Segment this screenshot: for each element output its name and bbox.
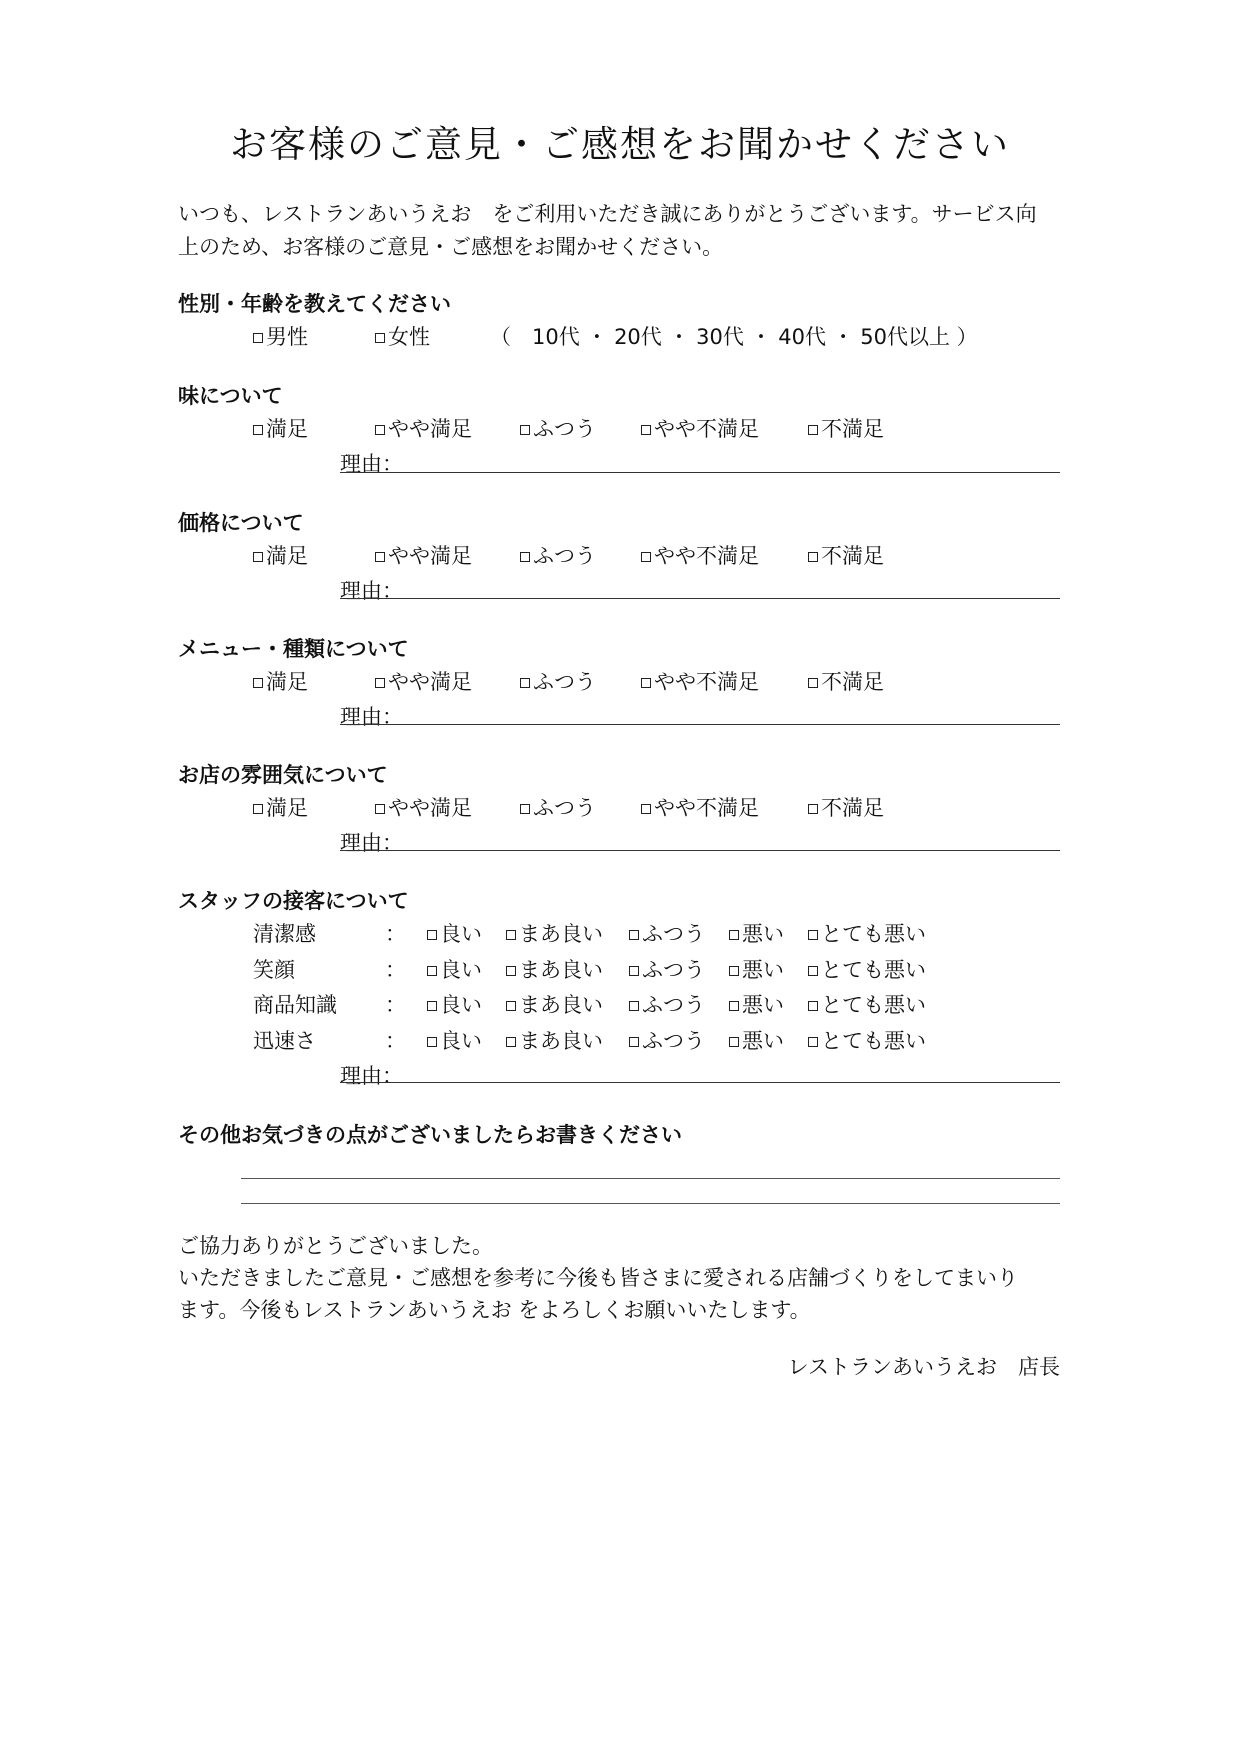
option-dissatisfied[interactable]	[808, 540, 884, 570]
option-satisfied[interactable]	[253, 792, 308, 822]
checkbox-square[interactable]	[506, 1037, 516, 1047]
option-somewhat-dissatisfied[interactable]	[641, 792, 759, 822]
option-label: まあ良い	[519, 922, 603, 946]
option-label: 良い	[440, 922, 482, 946]
checkbox-square[interactable]	[629, 1001, 639, 1011]
option-bad[interactable]	[729, 918, 784, 948]
checkbox-female[interactable]	[375, 321, 430, 351]
criterion-colon: ：	[385, 958, 406, 982]
option-somewhat-dissatisfied[interactable]	[641, 413, 759, 443]
checkbox-square[interactable]	[808, 1037, 818, 1047]
checkbox-square[interactable]	[641, 804, 651, 814]
option-good[interactable]	[427, 989, 482, 1019]
option-label: まあ良い	[519, 993, 603, 1017]
option-label: やや満足	[388, 417, 472, 441]
checkbox-square[interactable]	[375, 678, 385, 688]
option-somewhat-dissatisfied[interactable]	[641, 666, 759, 696]
comment-input-line-1[interactable]	[241, 1178, 1060, 1179]
option-good[interactable]	[427, 954, 482, 984]
section-heading-atmosphere: お店の雰囲気について	[178, 763, 388, 787]
option-label: 良い	[440, 993, 482, 1017]
option-label: やや満足	[388, 796, 472, 820]
option-label: 悪い	[742, 922, 784, 946]
closing-line-3: ます。今後もレストランあいうえお をよろしくお願いいたします。	[178, 1298, 811, 1322]
option-label: ふつう	[533, 544, 596, 568]
checkbox-square[interactable]	[520, 552, 530, 562]
option-satisfied[interactable]	[253, 540, 308, 570]
checkbox-square[interactable]	[629, 1037, 639, 1047]
option-label: やや満足	[388, 544, 472, 568]
option-fairly-good[interactable]	[506, 1025, 603, 1055]
option-very-bad[interactable]	[808, 1025, 926, 1055]
option-somewhat-dissatisfied[interactable]	[641, 540, 759, 570]
closing-line-2: いただきましたご意見・ご感想を参考に今後も皆さまに愛される店舗づくりをしてまいり	[178, 1266, 1018, 1290]
checkbox-square[interactable]	[253, 333, 263, 343]
checkbox-square[interactable]	[808, 678, 818, 688]
profile-heading: 性別・年齢を教えてください	[178, 292, 451, 316]
checkbox-square[interactable]	[520, 678, 530, 688]
option-somewhat-satisfied[interactable]	[375, 666, 472, 696]
checkbox-square[interactable]	[641, 552, 651, 562]
option-good[interactable]	[427, 918, 482, 948]
criterion-smile: 笑顔	[253, 958, 295, 982]
checkbox-square[interactable]	[729, 1037, 739, 1047]
option-somewhat-satisfied[interactable]	[375, 413, 472, 443]
checkbox-square[interactable]	[427, 1001, 437, 1011]
reason-label: 理由：	[340, 579, 403, 603]
option-somewhat-satisfied[interactable]	[375, 792, 472, 822]
checkbox-square[interactable]	[729, 1001, 739, 1011]
checkbox-square[interactable]	[427, 966, 437, 976]
intro-line-2: 上のため、お客様のご意見・ご感想をお聞かせください。	[178, 235, 724, 259]
option-fairly-good[interactable]	[506, 918, 603, 948]
checkbox-square[interactable]	[375, 333, 385, 343]
closing-line-1: ご協力ありがとうございました。	[178, 1234, 493, 1258]
checkbox-square[interactable]	[427, 1037, 437, 1047]
option-label: まあ良い	[519, 1029, 603, 1053]
option-neutral[interactable]	[629, 1025, 705, 1055]
option-satisfied[interactable]	[253, 666, 308, 696]
option-label: 悪い	[742, 993, 784, 1017]
option-label: やや不満足	[654, 670, 759, 694]
reason-input-line[interactable]	[340, 724, 1060, 725]
section-heading-taste: 味について	[178, 384, 283, 408]
option-very-bad[interactable]	[808, 989, 926, 1019]
option-label: ふつう	[533, 670, 596, 694]
option-neutral[interactable]	[520, 540, 596, 570]
option-fairly-good[interactable]	[506, 989, 603, 1019]
checkbox-square[interactable]	[629, 966, 639, 976]
option-label: とても悪い	[821, 993, 926, 1017]
checkbox-square[interactable]	[253, 678, 263, 688]
checkbox-square[interactable]	[641, 425, 651, 435]
checkbox-square[interactable]	[641, 678, 651, 688]
checkbox-square[interactable]	[253, 804, 263, 814]
option-label: とても悪い	[821, 922, 926, 946]
reason-input-line[interactable]	[340, 850, 1060, 851]
checkbox-square[interactable]	[520, 425, 530, 435]
option-very-bad[interactable]	[808, 918, 926, 948]
section-heading-price: 価格について	[178, 511, 304, 535]
checkbox-square[interactable]	[506, 1001, 516, 1011]
checkbox-square[interactable]	[375, 804, 385, 814]
option-label: 不満足	[821, 796, 884, 820]
option-dissatisfied[interactable]	[808, 666, 884, 696]
option-neutral[interactable]	[629, 918, 705, 948]
checkbox-square[interactable]	[808, 966, 818, 976]
reason-input-line[interactable]	[340, 598, 1060, 599]
reason-label: 理由：	[340, 452, 403, 476]
male-label: 男性	[266, 325, 308, 349]
option-bad[interactable]	[729, 989, 784, 1019]
checkbox-square[interactable]	[729, 966, 739, 976]
option-label: 満足	[266, 670, 308, 694]
option-label: ふつう	[642, 1029, 705, 1053]
reason-label: 理由：	[340, 1064, 403, 1088]
option-label: ふつう	[642, 958, 705, 982]
option-neutral[interactable]	[629, 954, 705, 984]
option-label: 悪い	[742, 958, 784, 982]
checkbox-square[interactable]	[808, 552, 818, 562]
checkbox-square[interactable]	[253, 425, 263, 435]
section-heading-other: その他お気づきの点がございましたらお書きください	[178, 1123, 682, 1147]
option-bad[interactable]	[729, 1025, 784, 1055]
option-neutral[interactable]	[629, 989, 705, 1019]
checkbox-square[interactable]	[729, 930, 739, 940]
female-label: 女性	[388, 325, 430, 349]
option-dissatisfied[interactable]	[808, 792, 884, 822]
option-label: ふつう	[642, 922, 705, 946]
option-bad[interactable]	[729, 954, 784, 984]
option-label: 満足	[266, 417, 308, 441]
option-very-bad[interactable]	[808, 954, 926, 984]
option-label: ふつう	[533, 796, 596, 820]
checkbox-square[interactable]	[253, 552, 263, 562]
reason-input-line[interactable]	[340, 472, 1060, 473]
criterion-colon: ：	[385, 993, 406, 1017]
reason-label: 理由：	[340, 831, 403, 855]
option-label: ふつう	[533, 417, 596, 441]
checkbox-square[interactable]	[520, 804, 530, 814]
comment-input-line-2[interactable]	[241, 1203, 1060, 1204]
checkbox-square[interactable]	[375, 552, 385, 562]
option-label: 満足	[266, 544, 308, 568]
option-label: 不満足	[821, 417, 884, 441]
criterion-colon: ：	[385, 922, 406, 946]
criterion-product-knowledge: 商品知識	[253, 993, 337, 1017]
criterion-speed: 迅速さ	[253, 1029, 316, 1053]
checkbox-square[interactable]	[506, 966, 516, 976]
signature: レストランあいうえお 店長	[787, 1355, 1060, 1379]
option-label: やや不満足	[654, 417, 759, 441]
option-label: 悪い	[742, 1029, 784, 1053]
option-label: 満足	[266, 796, 308, 820]
option-neutral[interactable]	[520, 666, 596, 696]
checkbox-male[interactable]	[253, 321, 308, 351]
criterion-colon: ：	[385, 1029, 406, 1053]
option-label: 良い	[440, 958, 482, 982]
checkbox-square[interactable]	[808, 425, 818, 435]
criterion-cleanliness: 清潔感	[253, 922, 316, 946]
option-label: まあ良い	[519, 958, 603, 982]
reason-label: 理由：	[340, 705, 403, 729]
option-good[interactable]	[427, 1025, 482, 1055]
reason-input-line[interactable]	[340, 1082, 1060, 1083]
option-label: やや不満足	[654, 796, 759, 820]
option-label: やや満足	[388, 670, 472, 694]
section-heading-menu: メニュー・種類について	[178, 637, 409, 661]
checkbox-square[interactable]	[808, 1001, 818, 1011]
checkbox-square[interactable]	[808, 930, 818, 940]
option-label: 不満足	[821, 670, 884, 694]
option-label: とても悪い	[821, 958, 926, 982]
option-label: ふつう	[642, 993, 705, 1017]
option-label: 不満足	[821, 544, 884, 568]
checkbox-square[interactable]	[629, 930, 639, 940]
checkbox-square[interactable]	[375, 425, 385, 435]
option-neutral[interactable]	[520, 413, 596, 443]
checkbox-square[interactable]	[808, 804, 818, 814]
option-somewhat-satisfied[interactable]	[375, 540, 472, 570]
age-range: （ 10代 ・ 20代 ・ 30代 ・ 40代 ・ 50代以上 ）	[490, 325, 978, 349]
intro-line-1: いつも、レストランあいうえお をご利用いただき誠にありがとうございます。サービス向	[178, 202, 1037, 226]
option-label: とても悪い	[821, 1029, 926, 1053]
page-title: お客様のご意見・ご感想をお聞かせください	[230, 123, 1010, 166]
option-label: やや不満足	[654, 544, 759, 568]
checkbox-square[interactable]	[427, 930, 437, 940]
option-satisfied[interactable]	[253, 413, 308, 443]
option-label: 良い	[440, 1029, 482, 1053]
option-fairly-good[interactable]	[506, 954, 603, 984]
option-dissatisfied[interactable]	[808, 413, 884, 443]
option-neutral[interactable]	[520, 792, 596, 822]
checkbox-square[interactable]	[506, 930, 516, 940]
section-heading-staff: スタッフの接客について	[178, 889, 409, 913]
